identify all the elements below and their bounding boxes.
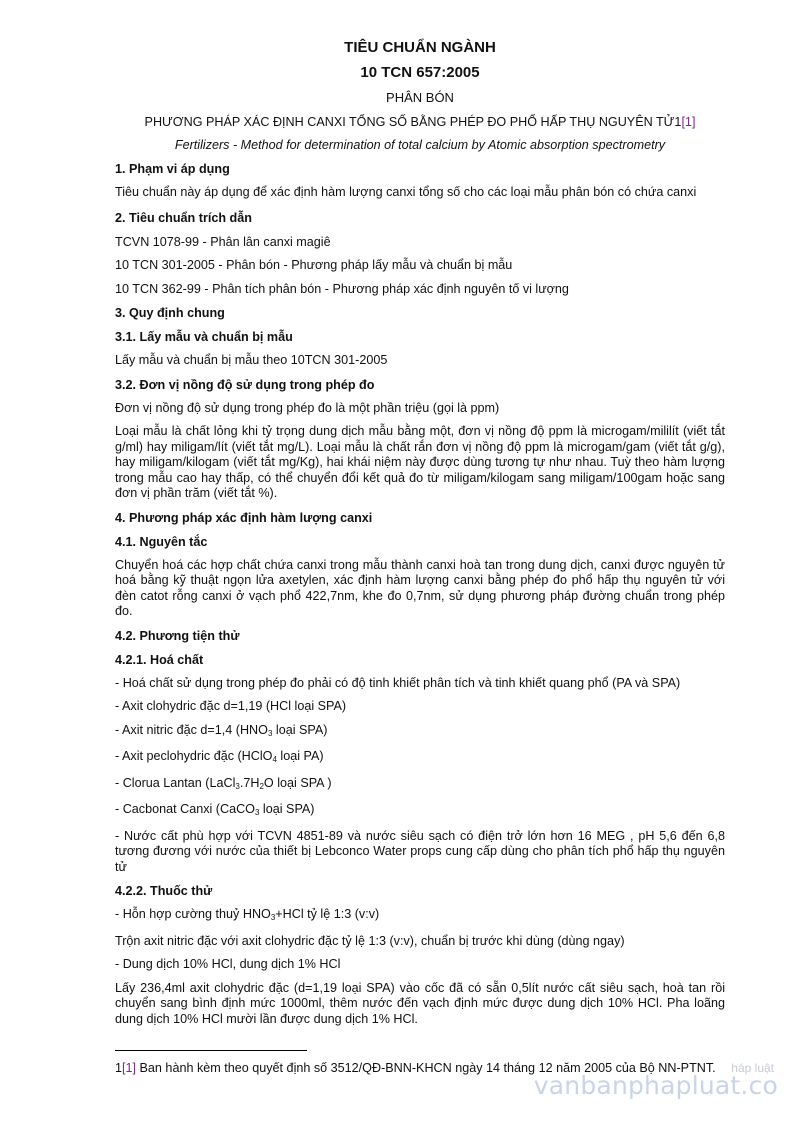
reagent-item: Lấy 236,4ml axit clohydric đặc (d=1,19 loại SPA) vào cốc đã có sẵn 0,5lít nước cất siêu sạch, hoà tan rồi chuyển sang bình định mức 1000ml, thêm nước đến vạch định mức được dung dịch 10% HCl. Pha loãng dung dịch 10% HCl mười lần được dung dịch 1% HCl. bbox=[115, 980, 725, 1026]
reagent-item: - Hỗn hợp cường thuỷ $HNO_3+HCl$ tỷ lệ 1:3 (v:v) bbox=[115, 907, 380, 922]
paragraph-units: Đơn vị nồng độ sử dụng trong phép đo là một phần triệu (gọi là ppm) bbox=[115, 400, 500, 415]
document-title-standard: TIÊU CHUẨN NGÀNH bbox=[344, 39, 496, 56]
english-title: Fertilizers - Method for determination of total calcium by Atomic absorption spectrometry bbox=[174, 138, 666, 152]
document-main-title bbox=[115, 114, 725, 130]
paragraph-principle: Chuyển hoá các hợp chất chứa canxi trong mẫu thành canxi hoà tan trong dung dịch, canxi được nguyên tử hoá bằng kỹ thuật ngọn lửa axetylen, xác định hàm lượng canxi bằng phép đo phổ hấp thụ nguyên tử với đèn catot rỗng canxi ở vạch phổ 422,7nm, khe đo 0,7nm, sử dụng phương pháp đường chuẩn trong phép đo. bbox=[115, 557, 725, 618]
reference-item: TCVN 1078-99 - Phân lân canxi magiê bbox=[115, 234, 331, 249]
main-title-superscript: 1 bbox=[674, 115, 682, 129]
subsection-heading-chemicals: 4.2.1. Hoá chất bbox=[115, 652, 204, 667]
chemical-item: - Hoá chất sử dụng trong phép đo phải có độ tinh khiết phân tích và tinh khiết quang phổ (PA và SPA) bbox=[115, 675, 681, 690]
paragraph-scope: Tiêu chuẩn này áp dụng để xác định hàm lượng canxi tổng số cho các loại mẫu phân bón có chứa canxi bbox=[115, 185, 697, 199]
paragraph-units-detail: Loại mẫu là chất lỏng khi tỷ trọng dung dịch mẫu bằng một, đơn vị nồng độ ppm là microgam/mililít (viết tắt g/ml) hay miligam/lít (viết tắt mg/L). Loại mẫu là chất rắn đơn vị nồng độ ppm là microgam/gam (viết tắt g/g), hay miligam/kilogam (viết tắt mg/Kg), hai khái niệm này được dùng tương tự như nhau. Tuỳ theo hàm lượng trong mẫu cao hay thấp, có thể chuyển đổi kết quả đo từ miligam/kilogam sang miligam/100gam hoặc sang đơn vị phần trăm (viết tắt %). bbox=[115, 424, 725, 500]
footnote-link[interactable]: [1] bbox=[681, 115, 696, 129]
document-code: 10 TCN 657:2005 bbox=[360, 64, 480, 81]
document-page bbox=[115, 0, 725, 1027]
main-title-text: PHƯƠNG PHÁP XÁC ĐỊNH CANXI TỔNG SỐ BẰNG PHÉP ĐO PHỔ HẤP THỤ NGUYÊN TỬ bbox=[144, 115, 675, 129]
document-category: PHÂN BÓN bbox=[386, 90, 454, 105]
section-heading-scope: 1. Phạm vi áp dụng bbox=[115, 162, 230, 176]
footnote-divider bbox=[115, 1050, 307, 1051]
reference-item: 10 TCN 301-2005 - Phân bón - Phương pháp lấy mẫu và chuẩn bị mẫu bbox=[115, 258, 513, 272]
reagent-item: Trộn axit nitric đặc với axit clohydric đặc tỷ lệ 1:3 (v:v), chuẩn bị trước khi dùng (dùng ngay) bbox=[115, 933, 625, 948]
chemical-item: - Nước cất phù hợp với TCVN 4851-89 và nước siêu sạch có điện trở lớn hơn 16 MEG , pH 5,6 đến 6,8 tương đương với nước của thiết bị Lebconco Water props cung cấp dùng cho phân tích phổ hấp thụ nguyên tử bbox=[115, 828, 725, 874]
watermark-small: háp luật bbox=[731, 1061, 774, 1075]
subsection-heading-equipment: 4.2. Phương tiện thử bbox=[115, 628, 240, 643]
chemical-item: - Clorua Lantan ($LaCl_3.7H_2O$ loại SPA ) bbox=[115, 775, 332, 791]
paragraph-sampling: Lấy mẫu và chuẩn bị mẫu theo 10TCN 301-2005 bbox=[115, 353, 388, 367]
section-heading-method: 4. Phương pháp xác định hàm lượng canxi bbox=[115, 510, 373, 525]
subsection-heading-principle: 4.1. Nguyên tắc bbox=[115, 534, 208, 549]
section-heading-general: 3. Quy định chung bbox=[115, 306, 225, 320]
chemical-item: - Axit peclohydric đặc (HClO$_4$ loại PA) bbox=[115, 749, 324, 764]
footnote-text: Ban hành kèm theo quyết định số 3512/QĐ-BNN-KHCN ngày 14 tháng 12 năm 2005 của Bộ NN-PTNT. bbox=[136, 1061, 716, 1075]
reagent-item: - Dung dịch 10% HCl, dung dịch 1% HCl bbox=[115, 957, 341, 971]
chemical-item: - Axit clohydric đặc d=1,19 (HCl loại SPA) bbox=[115, 699, 347, 713]
subsection-heading-units: 3.2. Đơn vị nồng độ sử dụng trong phép đo bbox=[115, 377, 375, 392]
reference-item: 10 TCN 362-99 - Phân tích phân bón - Phương pháp xác định nguyên tố vi lượng bbox=[115, 281, 569, 296]
subsection-heading-reagents: 4.2.2. Thuốc thử bbox=[115, 884, 213, 898]
subsection-heading-sampling: 3.1. Lấy mẫu và chuẩn bị mẫu bbox=[115, 330, 293, 344]
chemical-item: - Axit nitric đặc d=1,4 ($HNO_3$ loại SPA) bbox=[115, 722, 328, 738]
watermark-logo: vanbanphapluat.co bbox=[533, 1071, 778, 1100]
section-heading-references: 2. Tiêu chuẩn trích dẫn bbox=[115, 210, 252, 225]
chemical-item: - Cacbonat Canxi (CaCO$_3$ loại SPA) bbox=[115, 802, 315, 817]
footnote-number: 1 bbox=[115, 1061, 123, 1075]
footnote-backlink[interactable]: [1] bbox=[122, 1061, 137, 1075]
